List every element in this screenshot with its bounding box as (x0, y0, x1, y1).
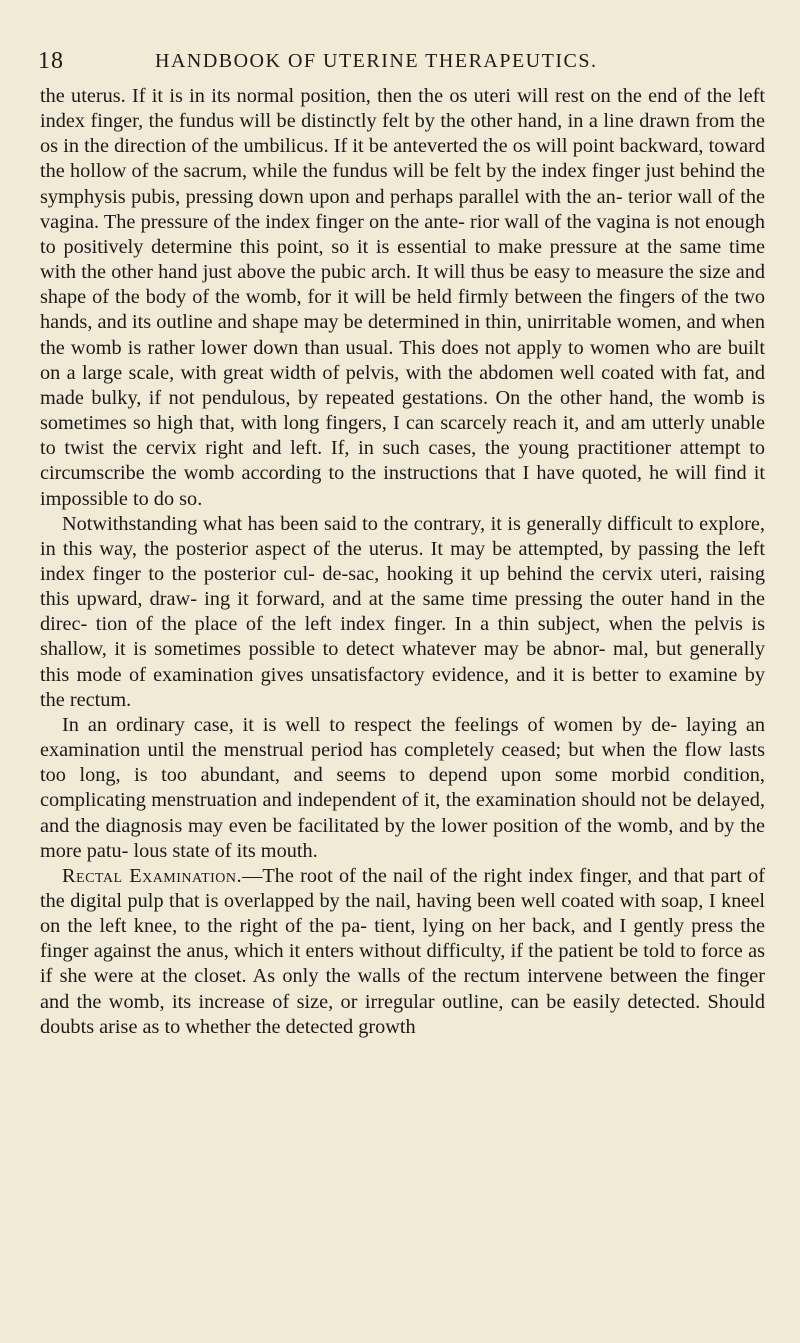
page-header (40, 48, 765, 78)
paragraph-2: Notwithstanding what has been said to the contrary, it is generally difficult to explore, in this way, the posterior aspect of the uterus. It may be attempted, by passing the left index finger to the posterior cul- de-sac, hooking it up behind the cervix uteri, raising this upward, draw- ing it forward, and at the same time pressing the outer hand in the direc- tion of the place of the left index finger. In a thin subject, when the pelvis is shallow, it is sometimes possible to detect whatever may be abnor- mal, but generally this mode of examination gives unsatisfactory evidence, and it is better to examine by the rectum. (40, 512, 765, 711)
paragraph-rectal-examination (40, 864, 765, 1040)
section-heading-rectal-examination: Rectal Examination. (62, 864, 243, 887)
running-head: HANDBOOK OF UTERINE THERAPEUTICS. (155, 50, 598, 72)
book-page (40, 48, 765, 1040)
body-text (40, 84, 765, 1040)
paragraph-3: In an ordinary case, it is well to respect the feelings of women by de- laying an examination until the menstrual period has completely ceased; but when the flow lasts too long, is too abundant, and seems to depend upon some morbid condition, complicating menstruation and independent of it, the examination should not be delayed, and the diagnosis may even be facilitated by the lower position of the womb, and by the more patu- lous state of its mouth. (40, 713, 765, 862)
paragraph-1: the uterus. If it is in its normal position, then the os uteri will rest on the end of the left index finger, the fundus will be distinctly felt by the other hand, in a line drawn from the os in the direction of the umbilicus. If it be anteverted the os will point backward, toward the hollow of the sacrum, while the fundus will be felt by the index finger just behind the symphysis pubis, pressing down upon and perhaps parallel with the an- terior wall of the vagina. The pressure of the index finger on the ante- rior wall of the vagina is not enough to positively determine this point, so it is essential to make pressure at the same time with the other hand just above the pubic arch. It will thus be easy to measure the size and shape of the body of the womb, for it will be held firmly between the fingers of the two hands, and its outline and shape may be determined in thin, unirritable women, and when the womb is rather lower down than usual. This does not apply to women who are built on a large scale, with great width of pelvis, with the abdomen well coated with fat, and made bulky, if not pendulous, by repeated gestations. On the other hand, the womb is sometimes so high that, with long fingers, I can scarcely reach it, and am utterly unable to twist the cervix right and left. If, in such cases, the young practitioner attempt to circumscribe the womb according to the instructions that I have quoted, he will find it impossible to do so. (40, 85, 765, 510)
rectal-examination-text: —The root of the nail of the right index finger, and that part of the digital pulp that is overlapped by the nail, having been well coated with soap, I kneel on the left knee, to the right of the pa- tient, lying on her back, and I gently press the finger against the anus, which it enters without difficulty, if the patient be told to force as if she were at the closet. As only the walls of the rectum intervene between the finger and the womb, its increase of size, or irregular outline, can be easily detected. Should doubts arise as to whether the detected growth (40, 864, 765, 1038)
page-number: 18 (38, 48, 64, 74)
